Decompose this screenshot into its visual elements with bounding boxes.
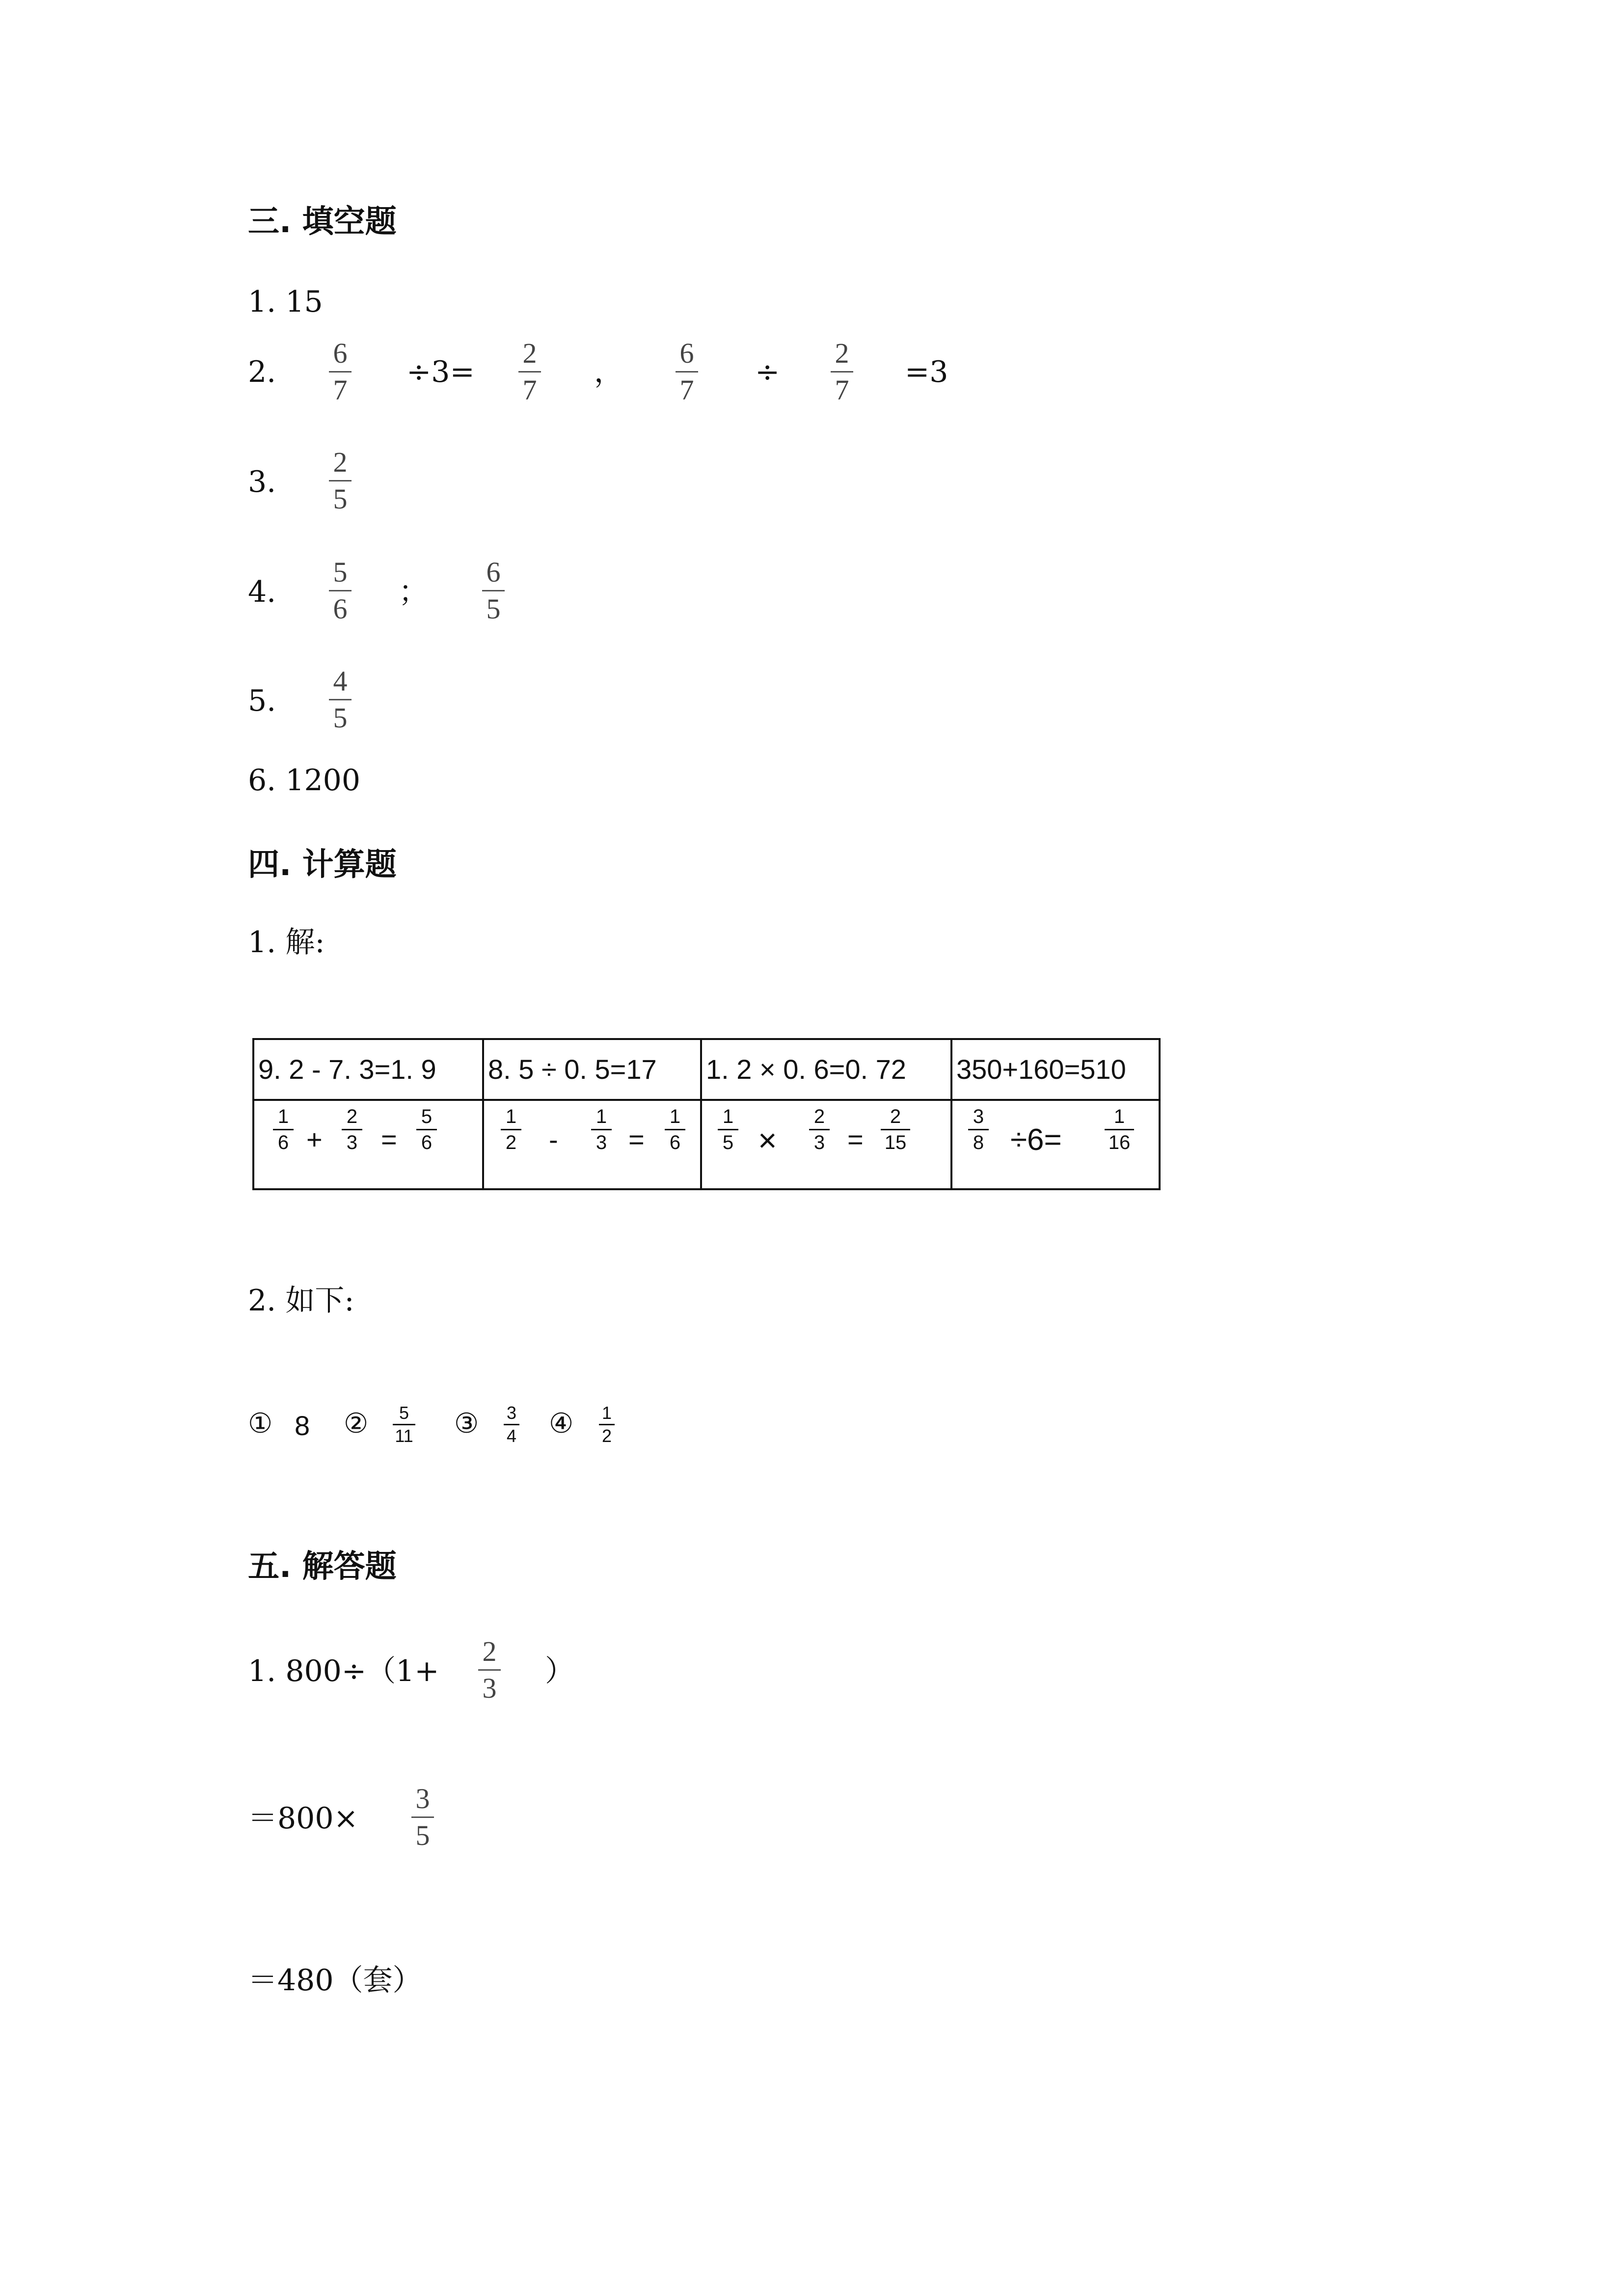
answer-4-1-label: 1. 解: [248,925,325,960]
fraction: 1 2 [501,1106,521,1153]
circled-number-1: ① [248,1408,273,1440]
comma: ， [594,355,623,389]
operator: + [306,1124,323,1155]
fraction: 2 3 [809,1106,830,1153]
section-3-title: 三. 填空题 [248,204,397,240]
closing-parenthesis: ） [545,1654,574,1688]
fraction: 6 7 [676,339,698,405]
expression-text: ＝800× [248,1801,358,1836]
item-number: 3. [248,465,276,499]
fraction: 5 6 [329,558,352,624]
divide-sign: ÷ [755,355,780,389]
fraction: 5 6 [416,1106,437,1153]
fraction: 1 2 [599,1404,615,1445]
circled-number-2: ② [344,1408,369,1440]
item-number: 2. [248,355,276,389]
item-number: 5. [248,684,276,718]
operator-text: =3 [905,355,948,389]
fraction: 2 3 [342,1106,362,1153]
section-5-title: 五. 解答题 [248,1548,397,1585]
fraction: 1 6 [665,1106,685,1153]
operator: = [381,1124,397,1155]
fraction: 3 5 [411,1784,434,1850]
expression-text: 1. 800÷（1+ [248,1654,439,1688]
fraction: 2 7 [518,339,541,405]
operator: - [549,1124,558,1155]
operator: × [758,1122,777,1158]
circled-number-3: ③ [454,1408,479,1440]
fraction: 6 5 [482,558,505,624]
fraction: 6 7 [329,339,352,405]
fraction: 5 11 [393,1404,415,1445]
operator-text: ÷3= [406,355,475,389]
operator: = [847,1124,864,1155]
operator: = [628,1124,645,1155]
fraction: 3 4 [504,1404,519,1445]
table-cell: 9. 2 - 7. 3=1. 9 [258,1054,436,1085]
fraction: 1 3 [591,1106,612,1153]
solution-line-3: ＝480（套） [248,1963,422,1998]
answer-3-1: 1. 15 [248,285,323,319]
table-cell: 1. 2 × 0. 6=0. 72 [706,1054,906,1085]
fraction: 1 5 [718,1106,738,1153]
fraction: 1 6 [273,1106,294,1153]
fraction: 2 3 [478,1637,501,1703]
operator: ÷6= [1010,1123,1062,1157]
separator: ； [399,575,428,609]
answer-value: 8 [295,1410,310,1441]
fraction: 2 7 [831,339,853,405]
fraction: 2 5 [329,448,352,514]
item-number: 4. [248,575,276,609]
fraction: 1 16 [1105,1106,1134,1153]
fraction: 2 15 [881,1106,910,1153]
section-4-title: 四. 计算题 [248,847,397,883]
answer-4-2-label: 2. 如下: [248,1283,354,1318]
calculation-table [252,1038,1161,1190]
fraction: 4 5 [329,667,352,733]
table-cell: 350+160=510 [956,1054,1126,1085]
fraction: 3 8 [968,1106,989,1153]
circled-number-4: ④ [549,1408,574,1440]
answer-3-6: 6. 1200 [248,763,361,798]
table-cell: 8. 5 ÷ 0. 5=17 [488,1054,657,1085]
